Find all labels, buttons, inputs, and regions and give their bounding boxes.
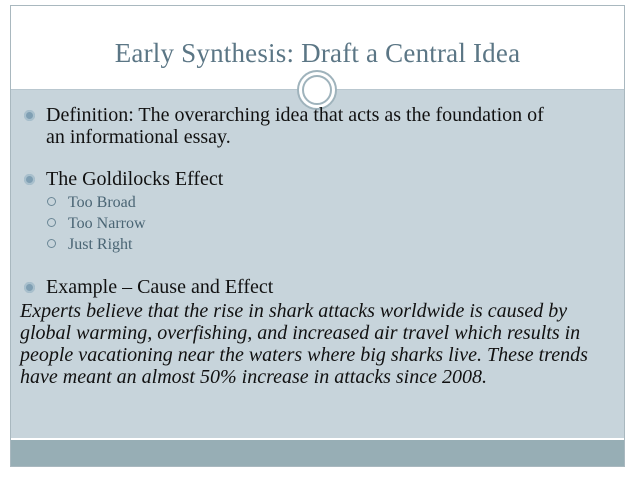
sub-item-text: Too Broad	[68, 194, 136, 211]
divider-ornament-inner-icon	[302, 75, 332, 105]
sub-item-too-narrow	[20, 213, 620, 234]
goldilocks-list	[20, 192, 620, 255]
bullet-text: Example – Cause and Effect	[46, 276, 274, 298]
sub-item-too-broad	[20, 192, 620, 213]
bullet-text: Definition: The overarching idea that acts as the foundation of an informational essay.	[46, 104, 544, 148]
slide-content	[20, 104, 620, 388]
sub-bullet-icon	[47, 197, 56, 206]
sub-bullet-icon	[47, 239, 56, 248]
example-paragraph: Experts believe that the rise in shark attacks worldwide is caused by global warming, overfishing, and increased air travel which results in people vacationing near the waters where big sharks live. These trends have meant an almost 50% increase in attacks since 2008.	[20, 300, 588, 388]
bullet-icon	[24, 110, 35, 121]
bullet-goldilocks	[20, 168, 620, 190]
slide-title: Early Synthesis: Draft a Central Idea	[114, 38, 521, 68]
sub-item-text: Just Right	[68, 236, 133, 253]
footer-bar	[11, 440, 624, 466]
sub-bullet-icon	[47, 218, 56, 227]
bullet-text: The Goldilocks Effect	[46, 168, 224, 190]
sub-item-just-right	[20, 234, 620, 255]
bullet-example	[20, 276, 620, 298]
bullet-definition	[20, 104, 546, 148]
bullet-icon	[24, 282, 35, 293]
bullet-icon	[24, 174, 35, 185]
sub-item-text: Too Narrow	[68, 215, 146, 232]
